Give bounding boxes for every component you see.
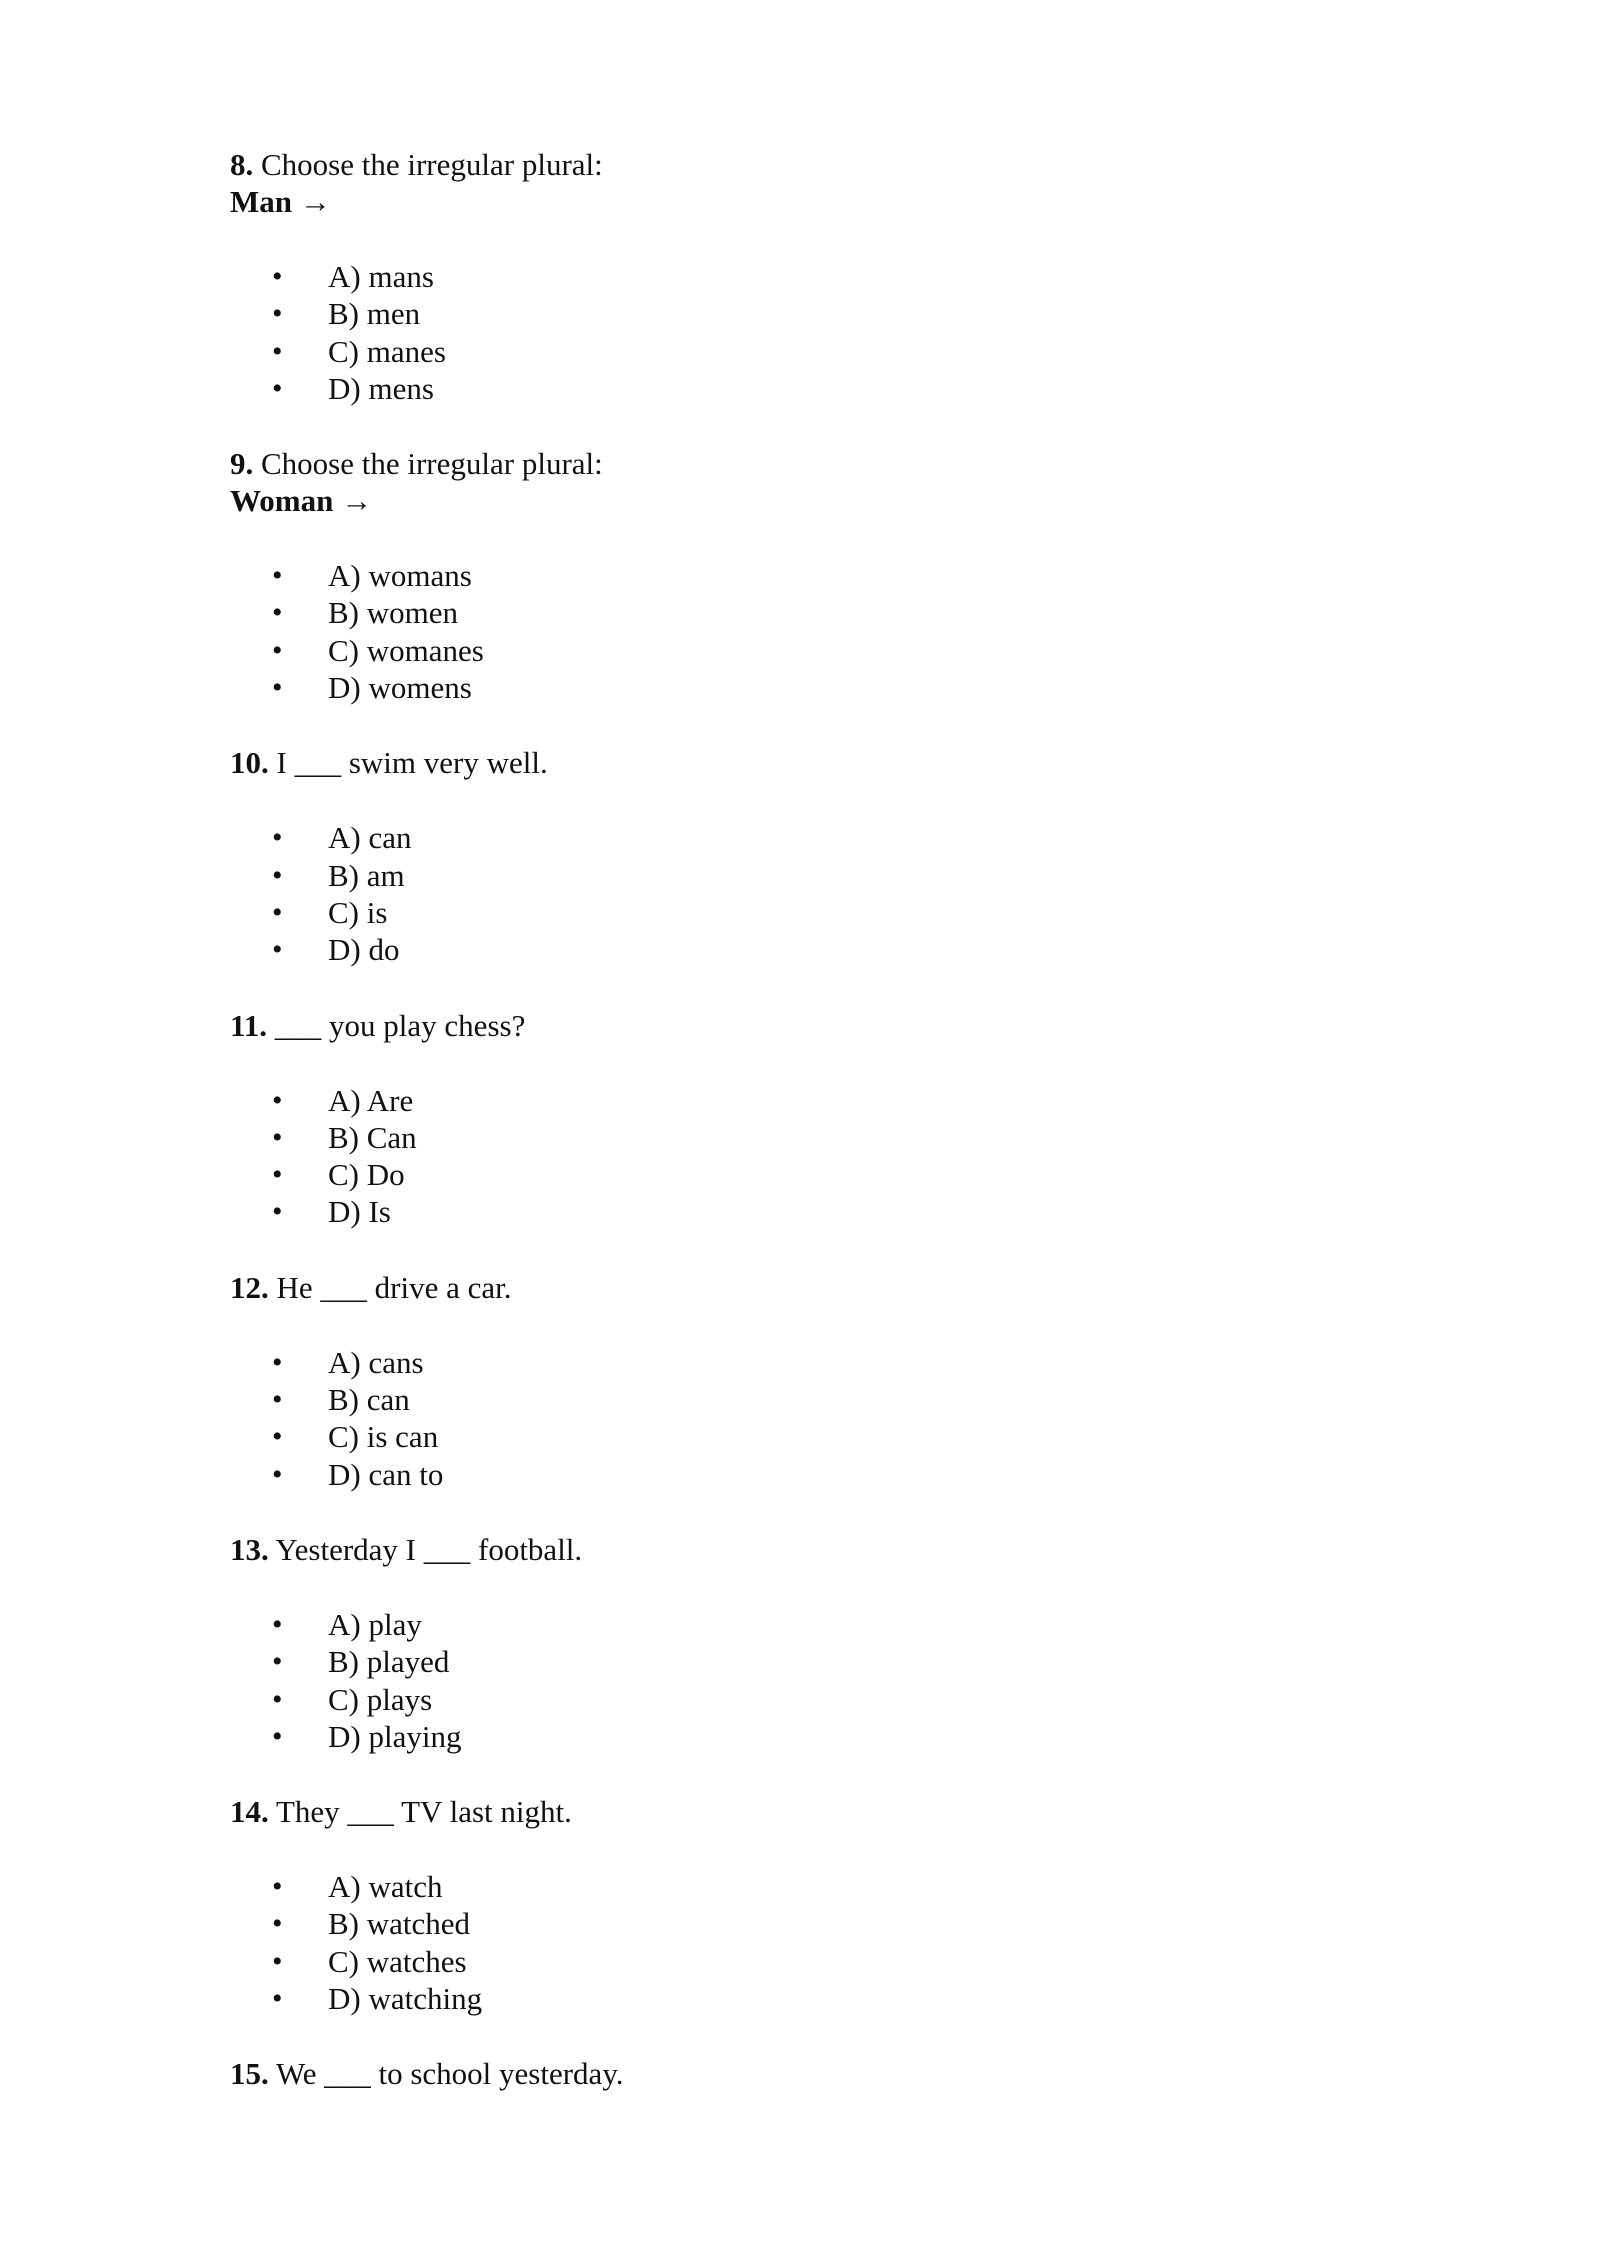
option-label: A) cans: [328, 1344, 424, 1380]
bullet-icon: •: [272, 933, 283, 967]
bullet-icon: •: [272, 1682, 283, 1716]
bullet-icon: •: [272, 1645, 283, 1679]
question-number: 12.: [230, 1269, 269, 1305]
option-item: [230, 1980, 1430, 2017]
bullet-icon: •: [272, 334, 283, 368]
option-item: [230, 1156, 1430, 1193]
option-label: A) Are: [328, 1082, 414, 1118]
bullet-icon: •: [272, 297, 283, 331]
option-item: [230, 370, 1430, 407]
options-list-9: [230, 557, 1430, 706]
question-15: [230, 2055, 1430, 2092]
option-label: A) mans: [328, 259, 434, 294]
option-item: [230, 594, 1430, 631]
option-item: [230, 819, 1430, 856]
question-word: Woman →: [230, 483, 373, 519]
option-label: B) Can: [328, 1119, 417, 1155]
question-10: [230, 744, 1430, 781]
option-label: B) played: [328, 1644, 450, 1680]
option-label: D) watching: [328, 1981, 483, 2017]
question-13: [230, 1531, 1430, 1568]
bullet-icon: •: [272, 1083, 283, 1117]
question-number: 8.: [230, 147, 254, 182]
question-14: [230, 1793, 1430, 1830]
option-item: [230, 1193, 1430, 1230]
bullet-icon: •: [272, 1345, 283, 1379]
option-item: [230, 557, 1430, 594]
options-list-12: [230, 1344, 1430, 1493]
option-item: [230, 1681, 1430, 1718]
option-label: C) is: [328, 894, 388, 930]
option-item: [230, 1943, 1430, 1980]
bullet-icon: •: [272, 821, 283, 855]
option-label: D) womens: [328, 670, 472, 706]
options-list-8: [230, 258, 1430, 407]
bullet-icon: •: [272, 559, 283, 593]
bullet-icon: •: [272, 1420, 283, 1454]
option-item: [230, 1456, 1430, 1493]
question-number: 15.: [230, 2056, 269, 2092]
option-label: D) do: [328, 932, 400, 968]
option-item: [230, 1643, 1430, 1680]
bullet-icon: •: [272, 1457, 283, 1491]
question-number: 14.: [230, 1794, 269, 1830]
option-label: D) can to: [328, 1456, 444, 1492]
bullet-icon: •: [272, 895, 283, 929]
option-label: B) men: [328, 296, 421, 332]
option-item: [230, 1606, 1430, 1643]
option-item: [230, 1381, 1430, 1418]
options-list-11: [230, 1082, 1430, 1231]
question-word: Man →: [230, 184, 331, 219]
option-label: B) can: [328, 1382, 410, 1418]
worksheet-content: [230, 146, 1430, 2092]
option-label: C) is can: [328, 1419, 439, 1455]
option-item: [230, 894, 1430, 931]
question-text: He ___ drive a car.: [276, 1269, 512, 1305]
question-text: I ___ swim very well.: [276, 745, 548, 781]
option-label: C) plays: [328, 1681, 433, 1717]
question-number: 11.: [230, 1007, 268, 1043]
bullet-icon: •: [272, 858, 283, 892]
question-text: We ___ to school yesterday.: [275, 2056, 624, 2092]
option-label: A) watch: [328, 1869, 443, 1905]
option-label: C) womanes: [328, 632, 484, 668]
option-item: [230, 333, 1430, 370]
bullet-icon: •: [272, 1607, 283, 1641]
bullet-icon: •: [272, 1158, 283, 1192]
bullet-icon: •: [272, 596, 283, 630]
question-9: [230, 445, 1430, 519]
question-text: ___ you play chess?: [274, 1007, 526, 1043]
option-item: [230, 258, 1430, 295]
options-list-13: [230, 1606, 1430, 1755]
question-text: Choose the irregular plural:: [261, 147, 603, 182]
option-item: [230, 1718, 1430, 1755]
option-label: C) manes: [328, 333, 446, 369]
option-item: [230, 931, 1430, 968]
bullet-icon: •: [272, 1982, 283, 2016]
bullet-icon: •: [272, 1383, 283, 1417]
bullet-icon: •: [272, 371, 283, 405]
bullet-icon: •: [272, 633, 283, 667]
option-item: [230, 1119, 1430, 1156]
question-number: 9.: [230, 446, 254, 482]
question-text: They ___ TV last night.: [275, 1794, 572, 1830]
option-item: [230, 295, 1430, 332]
bullet-icon: •: [272, 1870, 283, 1904]
bullet-icon: •: [272, 1719, 283, 1753]
option-label: C) Do: [328, 1157, 405, 1193]
question-text: Choose the irregular plural:: [261, 446, 603, 482]
question-8: [230, 146, 1430, 220]
bullet-icon: •: [272, 1907, 283, 1941]
option-item: [230, 1905, 1430, 1942]
option-item: [230, 632, 1430, 669]
option-label: B) women: [328, 595, 459, 631]
option-label: B) watched: [328, 1906, 471, 1942]
question-number: 10.: [230, 745, 269, 781]
option-item: [230, 1082, 1430, 1119]
bullet-icon: •: [272, 1195, 283, 1229]
options-list-10: [230, 819, 1430, 968]
option-label: A) womans: [328, 558, 472, 594]
option-item: [230, 1868, 1430, 1905]
option-label: B) am: [328, 857, 405, 893]
bullet-icon: •: [272, 260, 283, 293]
question-number: 13.: [230, 1531, 269, 1567]
bullet-icon: •: [272, 671, 283, 705]
option-label: D) playing: [328, 1718, 462, 1754]
option-item: [230, 669, 1430, 706]
option-label: A) play: [328, 1606, 422, 1642]
option-item: [230, 857, 1430, 894]
bullet-icon: •: [272, 1944, 283, 1978]
option-item: [230, 1344, 1430, 1381]
bullet-icon: •: [272, 1120, 283, 1154]
option-item: [230, 1418, 1430, 1455]
question-12: [230, 1269, 1430, 1306]
option-label: C) watches: [328, 1943, 467, 1979]
option-label: D) Is: [328, 1194, 391, 1230]
question-11: [230, 1007, 1430, 1044]
option-label: A) can: [328, 820, 412, 856]
options-list-14: [230, 1868, 1430, 2017]
option-label: D) mens: [328, 370, 434, 406]
question-text: Yesterday I ___ football.: [275, 1531, 583, 1567]
